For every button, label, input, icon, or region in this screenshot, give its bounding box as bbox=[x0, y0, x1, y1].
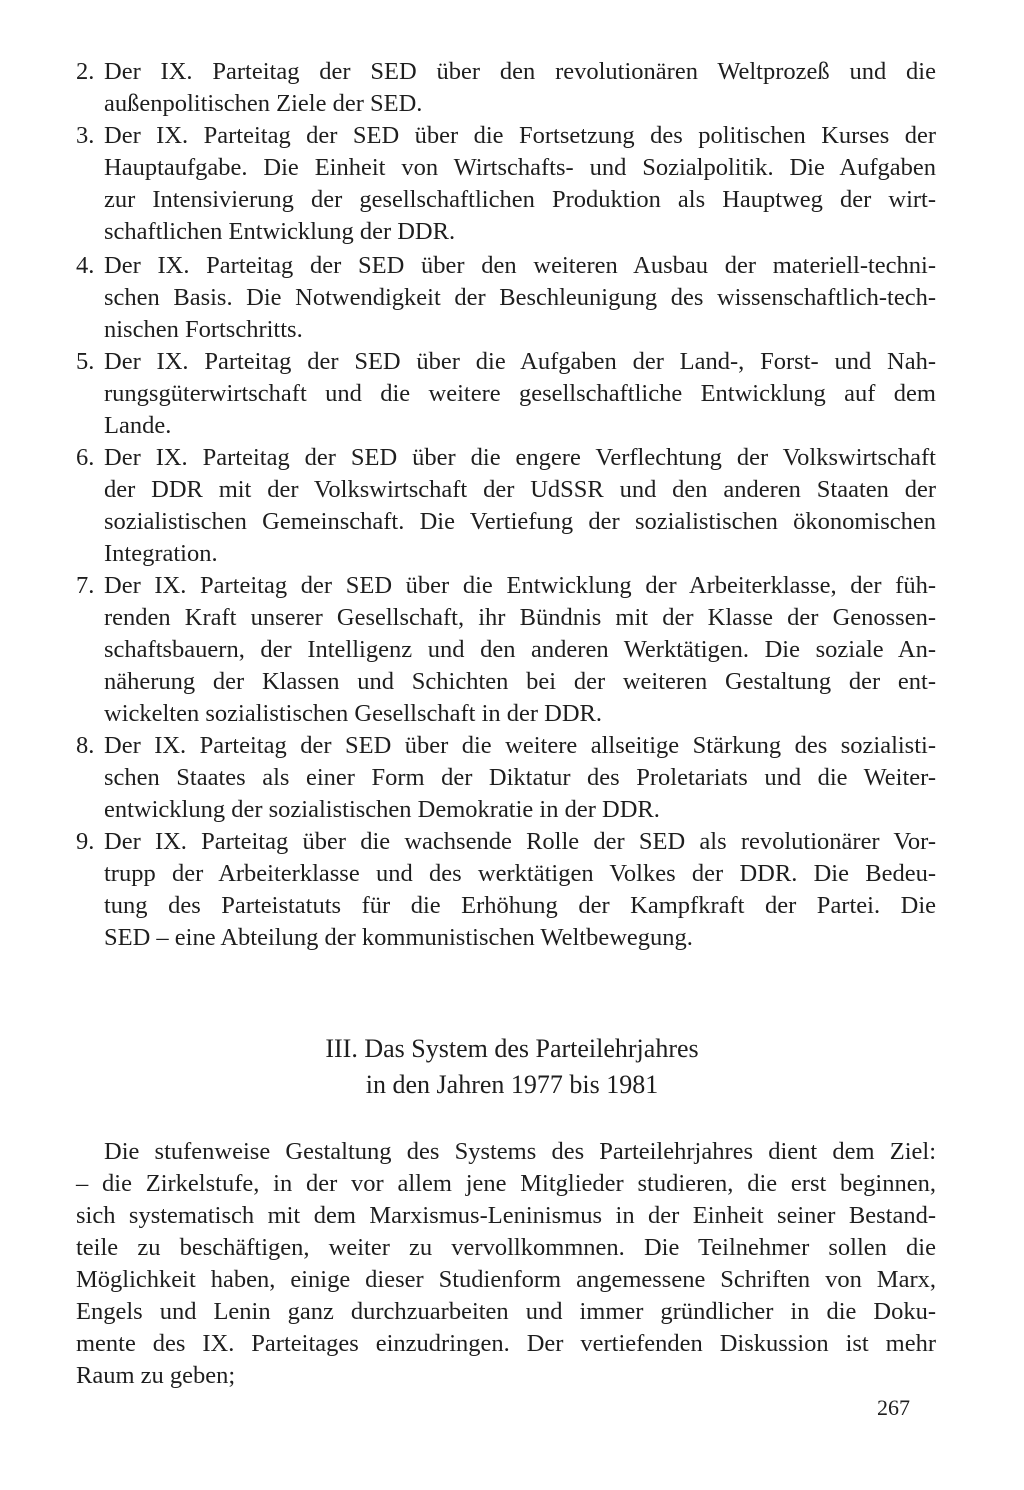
list-item-number: 8. bbox=[76, 732, 95, 759]
list-item-line: nischen Fortschritts. bbox=[104, 316, 303, 343]
list-item-line: sozialistischen Gemeinschaft. Die Vertiefung der sozialistischen ökonomischen bbox=[104, 508, 936, 535]
list-item-line: Der IX. Parteitag der SED über den revolutionären Weltprozeß und die bbox=[104, 58, 936, 85]
list-item-line: der DDR mit der Volkswirtschaft der UdSSR und den anderen Staaten der bbox=[104, 476, 936, 503]
paragraph-line: Engels und Lenin ganz durchzuarbeiten und immer gründlicher in die Doku- bbox=[76, 1298, 936, 1325]
list-item-line: Der IX. Parteitag der SED über die Aufgaben der Land-, Forst- und Nah- bbox=[104, 348, 936, 375]
list-item-number: 2. bbox=[76, 58, 95, 85]
section-heading-line: III. Das System des Parteilehrjahres bbox=[325, 1034, 699, 1063]
list-item-line: schen Staates als einer Form der Diktatur des Proletariats und die Weiter- bbox=[104, 764, 936, 791]
list-item-line: trupp der Arbeiterklasse und des werktätigen Volkes der DDR. Die Bedeu- bbox=[104, 860, 936, 887]
page-number: 267 bbox=[877, 1395, 910, 1420]
paragraph-line: Raum zu geben; bbox=[76, 1362, 236, 1389]
list-item-line: entwicklung der sozialistischen Demokratie in der DDR. bbox=[104, 796, 660, 823]
list-item-line: Der IX. Parteitag der SED über die engere Verflechtung der Volkswirtschaft bbox=[104, 444, 936, 471]
list-item-line: Der IX. Parteitag der SED über die weitere allseitige Stärkung des sozialisti- bbox=[104, 732, 936, 759]
list-item-line: Hauptaufgabe. Die Einheit von Wirtschafts- und Sozialpolitik. Die Aufgaben bbox=[104, 154, 936, 181]
paragraph-line: Möglichkeit haben, einige dieser Studienform angemessene Schriften von Marx, bbox=[76, 1266, 936, 1293]
list-item-line: Integration. bbox=[104, 540, 218, 567]
list-item-line: Der IX. Parteitag der SED über den weiteren Ausbau der materiell-techni- bbox=[104, 252, 936, 279]
list-item-line: zur Intensivierung der gesellschaftlichen Produktion als Hauptweg der wirt- bbox=[104, 186, 936, 213]
paragraph-line: Die stufenweise Gestaltung des Systems des Parteilehrjahres dient dem Ziel: bbox=[104, 1138, 936, 1165]
list-item-number: 5. bbox=[76, 348, 95, 375]
list-item-line: tung des Parteistatuts für die Erhöhung der Kampfkraft der Partei. Die bbox=[104, 892, 936, 919]
list-item-line: Der IX. Parteitag der SED über die Entwicklung der Arbeiterklasse, der füh- bbox=[104, 572, 936, 599]
list-item-number: 6. bbox=[76, 444, 95, 471]
list-item-number: 7. bbox=[76, 572, 95, 599]
paragraph-line: mente des IX. Parteitages einzudringen. Der vertiefenden Diskussion ist mehr bbox=[76, 1330, 936, 1357]
list-item-line: rungsgüterwirtschaft und die weitere gesellschaftliche Entwicklung auf dem bbox=[104, 380, 936, 407]
list-item-number: 9. bbox=[76, 828, 95, 855]
list-item-number: 3. bbox=[76, 122, 95, 149]
list-item-line: schaftsbauern, der Intelligenz und den anderen Werktätigen. Die soziale An- bbox=[104, 636, 936, 663]
list-item-line: Der IX. Parteitag über die wachsende Rolle der SED als revolutionärer Vor- bbox=[104, 828, 936, 855]
list-item-line: außenpolitischen Ziele der SED. bbox=[104, 90, 423, 117]
list-item-line: schen Basis. Die Notwendigkeit der Beschleunigung des wissenschaftlich-tech- bbox=[104, 284, 936, 311]
list-item-line: renden Kraft unserer Gesellschaft, ihr Bündnis mit der Klasse der Genossen- bbox=[104, 604, 936, 631]
paragraph-line: sich systematisch mit dem Marxismus-Leninismus in der Einheit seiner Bestand- bbox=[76, 1202, 936, 1229]
list-item-number: 4. bbox=[76, 252, 95, 279]
list-item-line: SED – eine Abteilung der kommunistischen Weltbewegung. bbox=[104, 924, 693, 951]
paragraph-line: teile zu beschäftigen, weiter zu vervollkommnen. Die Teilnehmer sollen die bbox=[76, 1234, 936, 1261]
paragraph-line: – die Zirkelstufe, in der vor allem jene Mitglieder studieren, die erst beginnen, bbox=[76, 1170, 936, 1197]
list-item-line: Der IX. Parteitag der SED über die Fortsetzung des politischen Kurses der bbox=[104, 122, 936, 149]
list-item-line: näherung der Klassen und Schichten bei der weiteren Gestaltung der ent- bbox=[104, 668, 936, 695]
list-item-line: Lande. bbox=[104, 412, 172, 439]
list-item-line: schaftlichen Entwicklung der DDR. bbox=[104, 218, 456, 245]
section-heading-line: in den Jahren 1977 bis 1981 bbox=[365, 1070, 659, 1099]
list-item-line: wickelten sozialistischen Gesellschaft in der DDR. bbox=[104, 700, 603, 727]
